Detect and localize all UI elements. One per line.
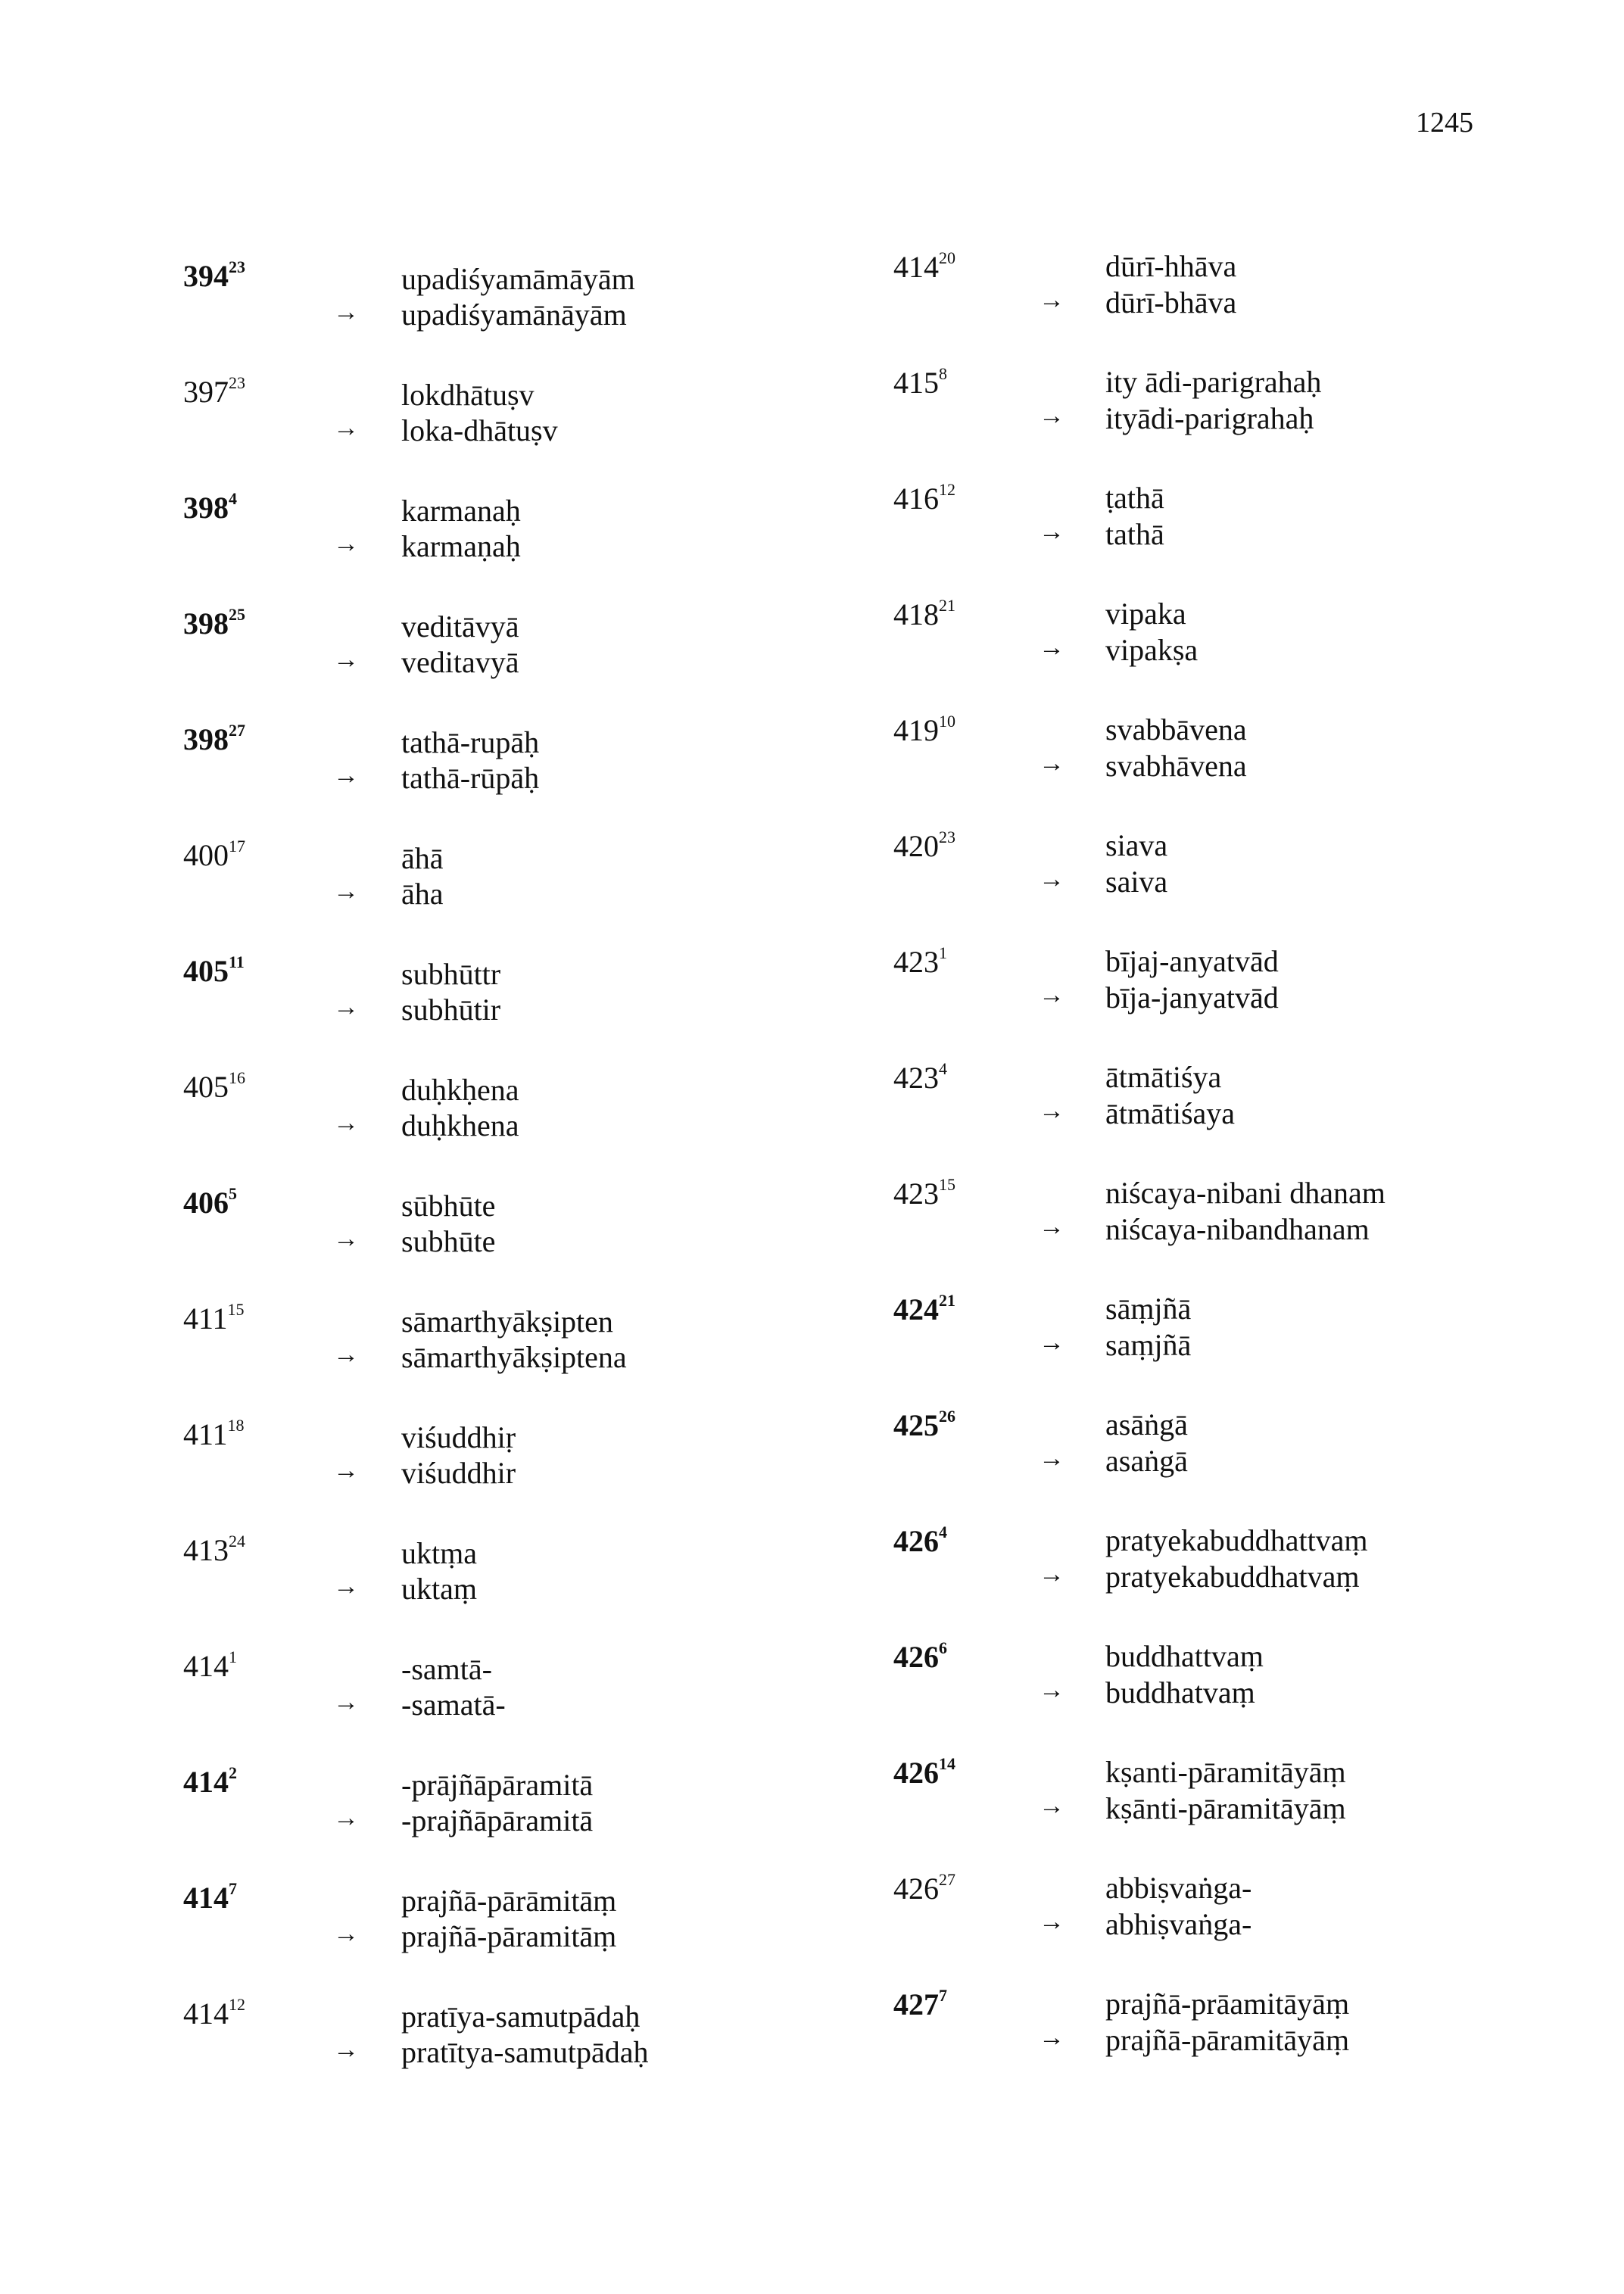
line-ref: 23 <box>229 373 245 392</box>
page-ref: 423 <box>893 1061 939 1095</box>
corrected-reading: svabhāvena <box>1105 749 1247 783</box>
arrow-right-icon: → <box>1039 518 1064 546</box>
reference-number <box>893 364 947 401</box>
corrected-reading: prajñā-pāramitāṃ <box>401 1919 617 1953</box>
reference-number <box>183 952 245 989</box>
arrow-right-icon: → <box>333 298 359 326</box>
corrected-reading: kṣānti-pāramitāyāṃ <box>1105 1791 1346 1825</box>
page-ref: 426 <box>893 1756 939 1790</box>
page-ref: 414 <box>183 1649 229 1683</box>
page-ref: 413 <box>183 1533 229 1567</box>
erroneous-reading: viśuddhiṛ <box>401 1420 516 1454</box>
erroneous-reading: upadiśyamāmāyām <box>401 262 635 296</box>
erroneous-reading: asāṅgā <box>1105 1407 1188 1442</box>
arrow-right-icon: → <box>1039 1908 1064 1936</box>
page-ref: 394 <box>183 259 229 293</box>
line-ref: 7 <box>229 1879 237 1898</box>
reference-number <box>893 712 955 748</box>
page-ref: 416 <box>893 482 939 516</box>
erroneous-reading: prajñā-pārāmitāṃ <box>401 1884 617 1918</box>
line-ref: 27 <box>229 721 245 740</box>
arrow-right-icon: → <box>333 762 359 790</box>
arrow-right-icon: → <box>333 414 359 442</box>
page-ref: 420 <box>893 829 939 863</box>
corrected-reading: saiva <box>1105 865 1168 899</box>
line-ref: 8 <box>939 364 947 383</box>
erroneous-reading: subhūttr <box>401 957 501 991</box>
corrected-reading: pratyekabuddhatvaṃ <box>1105 1560 1360 1594</box>
corrected-reading: buddhatvaṃ <box>1105 1675 1255 1710</box>
line-ref: 21 <box>939 1291 955 1310</box>
line-ref: 11 <box>229 952 245 971</box>
arrow-right-icon: → <box>333 877 359 905</box>
erroneous-reading: -samtā- <box>401 1652 492 1686</box>
line-ref: 25 <box>229 605 245 624</box>
reference-number <box>183 1416 245 1452</box>
erroneous-reading: duḥkḥena <box>401 1073 519 1107</box>
line-ref: 12 <box>939 480 955 499</box>
corrected-reading: -prajñāpāramitā <box>401 1803 594 1837</box>
erroneous-reading: uktṃa <box>401 1536 477 1570</box>
arrow-right-icon: → <box>1039 1097 1064 1125</box>
line-ref: 23 <box>229 257 245 276</box>
page-ref: 414 <box>893 250 939 284</box>
page-ref: 397 <box>183 375 229 409</box>
arrow-right-icon: → <box>333 1572 359 1601</box>
corrected-reading: upadiśyamānāyām <box>401 298 627 332</box>
reference-number <box>183 1879 237 1915</box>
corrected-reading: subhūtir <box>401 993 501 1027</box>
corrected-reading: tathā-rūpāḥ <box>401 761 540 795</box>
reference-number <box>893 1870 955 1906</box>
page-ref: 423 <box>893 945 939 979</box>
erroneous-reading: ātmātiśya <box>1105 1060 1222 1094</box>
arrow-right-icon: → <box>1039 1560 1064 1588</box>
corrected-reading: niścaya-nibandhanam <box>1105 1212 1370 1246</box>
page-ref: 426 <box>893 1640 939 1674</box>
arrow-right-icon: → <box>333 2036 359 2064</box>
arrow-right-icon: → <box>1039 286 1064 314</box>
line-ref: 18 <box>227 1416 245 1435</box>
reference-number <box>893 1523 947 1559</box>
arrow-right-icon: → <box>1039 1792 1064 1820</box>
erroneous-reading: kṣanti-pāramitāyāṃ <box>1105 1755 1346 1789</box>
corrected-reading: bīja-janyatvād <box>1105 980 1279 1015</box>
erroneous-reading: prajñā-prāamitāyāṃ <box>1105 1987 1350 2021</box>
line-ref: 12 <box>229 1995 245 2014</box>
erroneous-reading: lokdhātuṣv <box>401 378 535 412</box>
reference-number <box>183 1184 237 1220</box>
corrected-reading: ātmātiśaya <box>1105 1096 1236 1130</box>
arrow-right-icon: → <box>1039 981 1064 1009</box>
page-ref: 418 <box>893 597 939 631</box>
reference-number <box>183 837 245 873</box>
arrow-right-icon: → <box>333 1225 359 1253</box>
arrow-right-icon: → <box>333 1341 359 1369</box>
corrected-reading: saṃjñā <box>1105 1328 1192 1362</box>
page-ref: 426 <box>893 1524 939 1558</box>
arrow-right-icon: → <box>333 1109 359 1137</box>
reference-number <box>893 1986 947 2022</box>
erroneous-reading: pratyekabuddhattvaṃ <box>1105 1523 1368 1557</box>
arrow-right-icon: → <box>1039 1676 1064 1704</box>
erroneous-reading: tathā-rupāḥ <box>401 725 540 759</box>
corrected-reading: prajñā-pāramitāyāṃ <box>1105 2023 1350 2057</box>
page-ref: 415 <box>893 366 939 400</box>
arrow-right-icon: → <box>333 646 359 674</box>
reference-number <box>893 1407 955 1443</box>
arrow-right-icon: → <box>333 1457 359 1485</box>
erroneous-reading: sāmarthyākṣipten <box>401 1304 613 1339</box>
reference-number <box>183 1763 237 1800</box>
erroneous-reading: karmanaḥ <box>401 494 521 528</box>
erroneous-reading: veditāvyā <box>401 609 519 644</box>
line-ref: 15 <box>939 1175 955 1194</box>
line-ref: 10 <box>939 712 955 731</box>
erroneous-reading: pratīya-samutpādaḥ <box>401 1999 641 2034</box>
erroneous-reading: bījaj-anyatvād <box>1105 944 1279 978</box>
page-ref: 425 <box>893 1408 939 1442</box>
corrected-reading: āha <box>401 877 444 911</box>
reference-number <box>893 1059 947 1096</box>
arrow-right-icon: → <box>333 1804 359 1832</box>
page-ref: 419 <box>893 713 939 747</box>
reference-number <box>893 1754 955 1791</box>
erroneous-reading: abbiṣvaṅga- <box>1105 1871 1252 1905</box>
reference-number <box>893 248 955 285</box>
page-ref: 400 <box>183 838 229 872</box>
erroneous-reading: siava <box>1105 828 1168 862</box>
page-ref: 405 <box>183 1070 229 1104</box>
line-ref: 26 <box>939 1407 955 1426</box>
arrow-right-icon: → <box>333 1920 359 1948</box>
line-ref: 16 <box>229 1068 245 1087</box>
reference-number <box>893 480 955 516</box>
corrected-reading: sāmarthyākṣiptena <box>401 1340 627 1374</box>
arrow-right-icon: → <box>1039 634 1064 662</box>
page-ref: 398 <box>183 491 229 525</box>
corrected-reading: tathā <box>1105 517 1164 551</box>
reference-number <box>183 373 245 410</box>
reference-number <box>183 721 245 757</box>
line-ref: 15 <box>227 1300 245 1319</box>
arrow-right-icon: → <box>1039 1213 1064 1241</box>
erroneous-reading: svabbāvena <box>1105 712 1247 746</box>
corrected-reading: duḥkhena <box>401 1108 519 1142</box>
reference-number <box>183 1532 245 1568</box>
arrow-right-icon: → <box>333 1688 359 1716</box>
reference-number <box>893 828 955 864</box>
page-ref: 414 <box>183 1996 229 2031</box>
reference-number <box>183 1995 245 2031</box>
corrected-reading: ityādi-parigrahaḥ <box>1105 401 1314 435</box>
arrow-right-icon: → <box>1039 1445 1064 1473</box>
reference-number <box>183 257 245 294</box>
corrected-reading: karmaṇaḥ <box>401 529 521 563</box>
corrected-reading: loka-dhātuṣv <box>401 413 558 447</box>
reference-number <box>183 1647 237 1684</box>
erroneous-reading: ṭathā <box>1105 481 1164 515</box>
reference-number <box>893 596 955 632</box>
line-ref: 1 <box>229 1647 237 1666</box>
erroneous-reading: sūbhūte <box>401 1189 496 1223</box>
line-ref: 27 <box>939 1870 955 1889</box>
arrow-right-icon: → <box>1039 750 1064 778</box>
reference-number <box>183 605 245 641</box>
line-ref: 4 <box>939 1059 947 1078</box>
page-ref: 411 <box>183 1417 228 1451</box>
page-ref: 414 <box>183 1765 229 1799</box>
corrected-reading: veditavyā <box>401 645 519 679</box>
page-ref: 405 <box>183 954 229 988</box>
page-ref: 423 <box>893 1177 939 1211</box>
reference-number <box>183 1300 245 1336</box>
line-ref: 23 <box>939 828 955 846</box>
corrected-reading: asaṅgā <box>1105 1444 1188 1478</box>
arrow-right-icon: → <box>1039 1329 1064 1357</box>
corrected-reading: uktaṃ <box>401 1572 477 1606</box>
erroneous-reading: āhā <box>401 841 444 875</box>
erroneous-reading: ity ādi-parigrahaḥ <box>1105 365 1322 399</box>
arrow-right-icon: → <box>1039 402 1064 430</box>
corrected-reading: -samatā- <box>401 1688 506 1722</box>
line-ref: 2 <box>229 1763 237 1782</box>
line-ref: 5 <box>229 1184 237 1203</box>
corrected-reading: pratītya-samutpādaḥ <box>401 2035 649 2069</box>
reference-number <box>183 1068 245 1105</box>
corrected-reading: dūrī-bhāva <box>1105 285 1237 319</box>
line-ref: 7 <box>939 1986 947 2005</box>
erroneous-reading: niścaya-nibani dhanam <box>1105 1176 1386 1210</box>
page-ref: 406 <box>183 1186 229 1220</box>
arrow-right-icon: → <box>333 530 359 558</box>
arrow-right-icon: → <box>1039 2024 1064 2052</box>
line-ref: 6 <box>939 1638 947 1657</box>
erroneous-reading: vipaka <box>1105 597 1186 631</box>
reference-number <box>893 1291 955 1327</box>
reference-number <box>893 1175 955 1211</box>
line-ref: 24 <box>229 1532 245 1551</box>
line-ref: 21 <box>939 596 955 615</box>
line-ref: 20 <box>939 248 955 267</box>
reference-number <box>183 489 237 525</box>
page-number: 1245 <box>1416 107 1473 139</box>
reference-number <box>893 943 947 980</box>
line-ref: 14 <box>939 1754 955 1773</box>
corrected-reading: subhūte <box>401 1224 496 1258</box>
erroneous-reading: buddhattvaṃ <box>1105 1639 1264 1673</box>
reference-number <box>893 1638 947 1675</box>
line-ref: 4 <box>229 489 237 508</box>
page-ref: 398 <box>183 722 229 756</box>
corrected-reading: vipakṣa <box>1105 633 1199 667</box>
page-ref: 424 <box>893 1292 939 1326</box>
page-ref: 427 <box>893 1987 939 2021</box>
line-ref: 4 <box>939 1523 947 1541</box>
page-ref: 398 <box>183 606 229 641</box>
arrow-right-icon: → <box>333 993 359 1021</box>
erroneous-reading: sāṃjñā <box>1105 1292 1192 1326</box>
page-ref: 411 <box>183 1301 228 1336</box>
line-ref: 17 <box>229 837 245 856</box>
corrected-reading: viśuddhir <box>401 1456 516 1490</box>
erroneous-reading: -prājñāpāramitā <box>401 1768 594 1802</box>
arrow-right-icon: → <box>1039 865 1064 893</box>
page-ref: 426 <box>893 1872 939 1906</box>
page-ref: 414 <box>183 1881 229 1915</box>
erroneous-reading: dūrī-hhāva <box>1105 249 1237 283</box>
corrected-reading: abhiṣvaṅga- <box>1105 1907 1252 1941</box>
line-ref: 1 <box>939 943 947 962</box>
